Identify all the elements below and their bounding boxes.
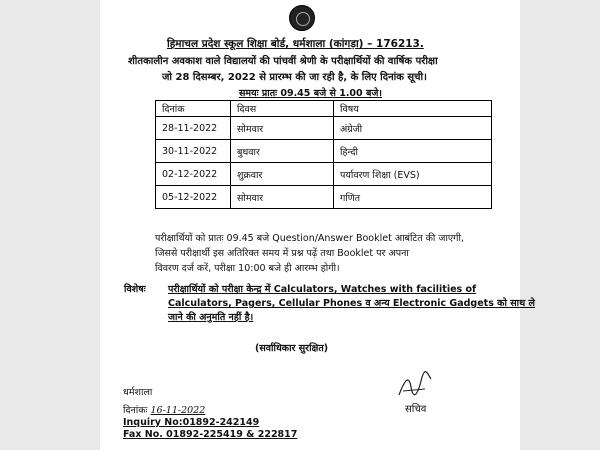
inquiry-number: Inquiry No:01892-242149	[123, 417, 260, 428]
row-date: 28-11-2022	[156, 117, 231, 140]
exam-time: समयः प्रातः 09.45 बजे से 1.00 बजे।	[239, 88, 383, 99]
special-note-line-3: जाने की अनुमति नहीं है।	[168, 312, 254, 323]
fax-number: Fax No. 01892-225419 & 222817	[123, 429, 298, 440]
header-day: दिवस	[231, 101, 334, 117]
intro-line-2: जो 28 दिसम्बर, 2022 से प्रारम्भ की जा रही है, के लिए दिनांक सूची।	[162, 72, 427, 83]
board-title: हिमाचल प्रदेश स्कूल शिक्षा बोर्ड, धर्मशाला (कांगड़ा) – 176213.	[167, 38, 424, 50]
notice-page	[100, 0, 520, 450]
row-day: सोमवार	[231, 186, 334, 209]
table-row	[156, 186, 492, 209]
header-date: दिनांक	[156, 101, 231, 117]
table-row	[156, 117, 492, 140]
row-day: सोमवार	[231, 117, 334, 140]
row-subject: गणित	[334, 186, 492, 209]
instruction-line-1: परीक्षार्थियों को प्रातः 09.45 बजे Question/Answer Booklet आबंटित की जाएगी,	[155, 233, 464, 244]
table-row	[156, 140, 492, 163]
instruction-line-3: विवरण दर्ज करें, परीक्षा 10:00 बजे ही आरम्भ होगी।	[155, 263, 340, 274]
signature-icon	[395, 371, 435, 401]
issue-date	[123, 403, 205, 416]
secretary-designation: सचिव	[405, 404, 427, 415]
row-date: 05-12-2022	[156, 186, 231, 209]
date-sheet-table	[155, 100, 492, 209]
special-note-label: विशेषः	[124, 284, 146, 295]
row-date: 30-11-2022	[156, 140, 231, 163]
special-note-line-1: परीक्षार्थियों को परीक्षा केन्द्र में Calculators, Watches with facilities of	[168, 284, 477, 295]
row-subject: पर्यावरण शिक्षा (EVS)	[334, 163, 492, 186]
row-subject: हिन्दी	[334, 140, 492, 163]
row-subject: अंग्रेजी	[334, 117, 492, 140]
row-date: 02-12-2022	[156, 163, 231, 186]
board-emblem-icon	[289, 5, 315, 31]
header-subject: विषय	[334, 101, 492, 117]
special-note-line-2: Calculators, Pagers, Cellular Phones व अन्य Electronic Gadgets को साथ ले	[168, 298, 535, 309]
rights-reserved: (सर्वाधिकार सुरक्षित)	[255, 343, 329, 354]
table-row	[156, 163, 492, 186]
date-label: दिनांकः	[123, 405, 148, 416]
table-header-row	[156, 101, 492, 117]
date-value: 16-11-2022	[150, 405, 206, 416]
row-day: शुक्रवार	[231, 163, 334, 186]
row-day: बुधवार	[231, 140, 334, 163]
intro-line-1: शीतकालीन अवकाश वाले विद्यालयों की पांचवीं श्रेणी के परीक्षार्थियों की वार्षिक परीक्षा	[128, 56, 438, 67]
instruction-line-2: जिससे परीक्षार्थी इस अतिरिक्त समय में प्रश्न पढ़ें तथा Booklet पर अपना	[155, 248, 409, 259]
issue-place: धर्मशाला	[123, 387, 153, 398]
